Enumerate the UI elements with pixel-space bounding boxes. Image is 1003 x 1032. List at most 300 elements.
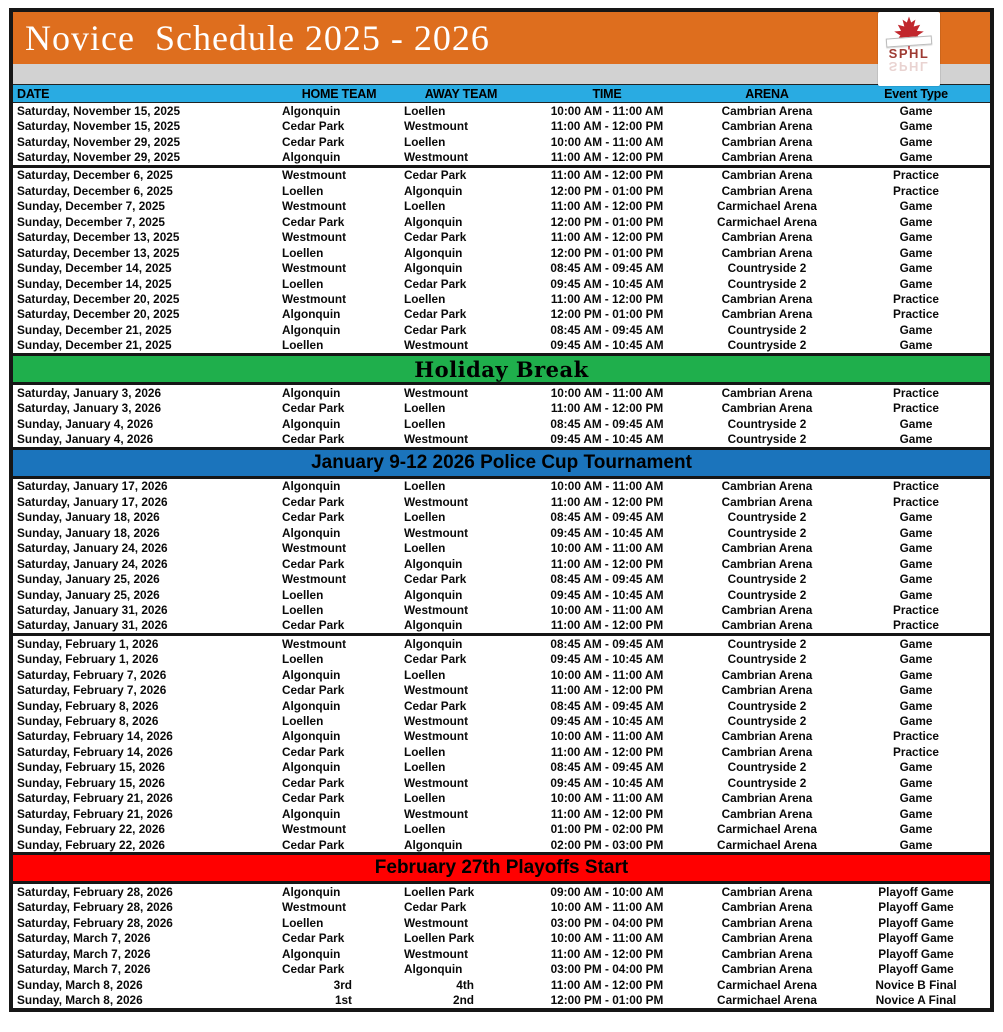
table-row xyxy=(13,134,990,149)
cell-time: 12:00 PM - 01:00 PM xyxy=(550,307,664,322)
cell-away: Westmount xyxy=(404,775,469,790)
cell-home: Algonquin xyxy=(282,729,341,744)
cell-date: Saturday, December 6, 2025 xyxy=(17,168,173,183)
cell-away: Cedar Park xyxy=(404,322,467,337)
cell-time: 02:00 PM - 03:00 PM xyxy=(550,837,664,852)
cell-event: Game xyxy=(899,510,933,525)
cell-away: Loellen xyxy=(404,401,446,416)
cell-event: Practice xyxy=(893,307,939,322)
cell-arena: Cambrian Arena xyxy=(721,791,813,806)
cell-home: Algonquin xyxy=(282,525,341,540)
cell-home: Westmount xyxy=(282,822,347,837)
cell-time: 12:00 PM - 01:00 PM xyxy=(550,245,664,260)
cell-away: Westmount xyxy=(404,683,469,698)
cell-event: Game xyxy=(899,652,933,667)
cell-date: Saturday, February 7, 2026 xyxy=(17,683,167,698)
table-row xyxy=(13,977,990,992)
cell-home: Westmount xyxy=(282,168,347,183)
cell-arena: Cambrian Arena xyxy=(721,134,813,149)
cell-arena: Cambrian Arena xyxy=(721,667,813,682)
cell-event: Game xyxy=(899,556,933,571)
cell-home: Westmount xyxy=(282,541,347,556)
cell-arena: Cambrian Arena xyxy=(721,602,813,617)
cell-home: Loellen xyxy=(282,652,324,667)
cell-event: Playoff Game xyxy=(878,884,954,899)
cell-date: Saturday, March 7, 2026 xyxy=(17,946,151,961)
table-row xyxy=(13,618,990,633)
cell-date: Sunday, December 7, 2025 xyxy=(17,199,165,214)
table-row xyxy=(13,541,990,556)
cell-away: Loellen xyxy=(404,791,446,806)
cell-event: Game xyxy=(899,416,933,431)
table-row xyxy=(13,931,990,946)
cell-away: Loellen xyxy=(404,103,446,118)
cell-date: Saturday, December 20, 2025 xyxy=(17,291,180,306)
cell-home: Loellen xyxy=(282,245,324,260)
cell-away: Algonquin xyxy=(404,636,463,651)
cell-arena: Cambrian Arena xyxy=(721,103,813,118)
cell-home: Algonquin xyxy=(282,322,341,337)
cell-arena: Carmichael Arena xyxy=(717,214,817,229)
cell-event: Game xyxy=(899,775,933,790)
cell-away: Algonquin xyxy=(404,618,463,633)
cell-date: Sunday, January 25, 2026 xyxy=(17,587,160,602)
cell-time: 10:00 AM - 11:00 AM xyxy=(550,385,664,400)
cell-date: Saturday, January 31, 2026 xyxy=(17,602,168,617)
cell-event: Game xyxy=(899,541,933,556)
cell-away: Algonquin xyxy=(404,183,463,198)
cell-away: Westmount xyxy=(404,729,469,744)
cell-home: Westmount xyxy=(282,261,347,276)
cell-arena: Countryside 2 xyxy=(727,636,807,651)
sphl-logo xyxy=(878,12,940,86)
schedule-section xyxy=(13,102,990,165)
cell-event: Playoff Game xyxy=(878,900,954,915)
cell-time: 08:45 AM - 09:45 AM xyxy=(550,510,664,525)
cell-arena: Cambrian Arena xyxy=(721,618,813,633)
cell-arena: Cambrian Arena xyxy=(721,962,813,977)
cell-date: Saturday, January 17, 2026 xyxy=(17,494,168,509)
cell-arena: Cambrian Arena xyxy=(721,385,813,400)
cell-home: Cedar Park xyxy=(282,214,345,229)
cell-event: Game xyxy=(899,587,933,602)
cell-date: Saturday, November 15, 2025 xyxy=(17,119,181,134)
cell-event: Playoff Game xyxy=(878,931,954,946)
cell-date: Saturday, February 28, 2026 xyxy=(17,884,173,899)
cell-event: Game xyxy=(899,322,933,337)
cell-arena: Countryside 2 xyxy=(727,714,807,729)
cell-away: Westmount xyxy=(404,946,469,961)
table-row xyxy=(13,587,990,602)
cell-time: 12:00 PM - 01:00 PM xyxy=(550,993,664,1008)
cell-away: Loellen xyxy=(404,479,446,494)
cell-time: 01:00 PM - 02:00 PM xyxy=(550,822,664,837)
cell-away: Westmount xyxy=(404,432,469,447)
cell-away: Westmount xyxy=(404,119,469,134)
table-row xyxy=(13,103,990,118)
cell-event: Game xyxy=(899,636,933,651)
cell-arena: Cambrian Arena xyxy=(721,884,813,899)
table-row xyxy=(13,821,990,836)
cell-home: Algonquin xyxy=(282,760,341,775)
cell-home: 3rd xyxy=(333,977,352,992)
table-row xyxy=(13,307,990,322)
cell-time: 09:45 AM - 10:45 AM xyxy=(550,652,664,667)
cell-date: Saturday, February 14, 2026 xyxy=(17,744,173,759)
cell-home: Algonquin xyxy=(282,884,341,899)
cell-time: 03:00 PM - 04:00 PM xyxy=(550,915,664,930)
table-row xyxy=(13,713,990,728)
cell-arena: Cambrian Arena xyxy=(721,307,813,322)
cell-arena: Cambrian Arena xyxy=(721,168,813,183)
cell-away: Cedar Park xyxy=(404,698,467,713)
cell-home: Loellen xyxy=(282,183,324,198)
cell-date: Sunday, February 22, 2026 xyxy=(17,822,165,837)
cell-event: Game xyxy=(899,338,933,353)
section-banner-blue: January 9-12 2026 Police Cup Tournament xyxy=(13,447,990,476)
cell-date: Sunday, January 4, 2026 xyxy=(17,432,154,447)
schedule-section xyxy=(13,476,990,633)
cell-time: 11:00 AM - 12:00 PM xyxy=(550,744,664,759)
cell-arena: Cambrian Arena xyxy=(721,230,813,245)
cell-home: Loellen xyxy=(282,276,324,291)
cell-date: Sunday, January 25, 2026 xyxy=(17,572,160,587)
logo-wordmark: SPHL xyxy=(888,46,930,61)
table-row xyxy=(13,416,990,431)
cell-home: Cedar Park xyxy=(282,775,345,790)
cell-event: Practice xyxy=(893,385,939,400)
cell-home: Cedar Park xyxy=(282,510,345,525)
table-row xyxy=(13,510,990,525)
table-row xyxy=(13,884,990,899)
table-row xyxy=(13,698,990,713)
cell-arena: Carmichael Arena xyxy=(717,822,817,837)
cell-away: Loellen xyxy=(404,760,446,775)
cell-event: Novice A Final xyxy=(875,993,957,1008)
table-row xyxy=(13,168,990,183)
cell-time: 09:45 AM - 10:45 AM xyxy=(550,775,664,790)
cell-event: Practice xyxy=(893,602,939,617)
cell-arena: Cambrian Arena xyxy=(721,245,813,260)
cell-away: Algonquin xyxy=(404,261,463,276)
cell-away: Westmount xyxy=(404,338,469,353)
cell-time: 09:45 AM - 10:45 AM xyxy=(550,525,664,540)
cell-home: Algonquin xyxy=(282,479,341,494)
cell-event: Game xyxy=(899,525,933,540)
cell-arena: Countryside 2 xyxy=(727,276,807,291)
cell-home: Cedar Park xyxy=(282,962,345,977)
cell-time: 11:00 AM - 12:00 PM xyxy=(550,230,664,245)
cell-away: Algonquin xyxy=(404,214,463,229)
cell-away: Loellen xyxy=(404,744,446,759)
table-row xyxy=(13,837,990,852)
cell-away: Loellen xyxy=(404,667,446,682)
cell-event: Practice xyxy=(893,479,939,494)
cell-away: Loellen xyxy=(404,416,446,431)
cell-arena: Countryside 2 xyxy=(727,698,807,713)
table-row xyxy=(13,992,990,1007)
cell-time: 11:00 AM - 12:00 PM xyxy=(550,168,664,183)
cell-arena: Carmichael Arena xyxy=(717,837,817,852)
cell-event: Game xyxy=(899,276,933,291)
cell-home: Algonquin xyxy=(282,698,341,713)
cell-arena: Carmichael Arena xyxy=(717,993,817,1008)
cell-event: Practice xyxy=(893,729,939,744)
cell-event: Game xyxy=(899,760,933,775)
cell-home: Cedar Park xyxy=(282,134,345,149)
cell-arena: Cambrian Arena xyxy=(721,915,813,930)
table-row xyxy=(13,961,990,976)
cell-away: Algonquin xyxy=(404,587,463,602)
cell-arena: Cambrian Arena xyxy=(721,946,813,961)
cell-arena: Countryside 2 xyxy=(727,338,807,353)
table-row xyxy=(13,556,990,571)
table-row xyxy=(13,149,990,164)
cell-event: Game xyxy=(899,432,933,447)
cell-home: Cedar Park xyxy=(282,494,345,509)
cell-date: Sunday, January 18, 2026 xyxy=(17,525,160,540)
cell-date: Sunday, February 22, 2026 xyxy=(17,837,165,852)
table-row xyxy=(13,291,990,306)
cell-time: 08:45 AM - 09:45 AM xyxy=(550,416,664,431)
cell-away: Loellen xyxy=(404,510,446,525)
cell-event: Playoff Game xyxy=(878,946,954,961)
cell-away: Cedar Park xyxy=(404,900,467,915)
cell-event: Game xyxy=(899,199,933,214)
cell-home: Algonquin xyxy=(282,307,341,322)
table-row xyxy=(13,636,990,651)
cell-time: 10:00 AM - 11:00 AM xyxy=(550,103,664,118)
cell-date: Saturday, January 24, 2026 xyxy=(17,556,168,571)
cell-date: Saturday, January 31, 2026 xyxy=(17,618,168,633)
table-row xyxy=(13,729,990,744)
cell-date: Sunday, February 15, 2026 xyxy=(17,760,165,775)
table-row xyxy=(13,214,990,229)
cell-home: Cedar Park xyxy=(282,744,345,759)
cell-date: Sunday, February 8, 2026 xyxy=(17,714,159,729)
table-row xyxy=(13,494,990,509)
cell-date: Saturday, December 6, 2025 xyxy=(17,183,173,198)
cell-event: Game xyxy=(899,103,933,118)
cell-home: Algonquin xyxy=(282,946,341,961)
cell-time: 10:00 AM - 11:00 AM xyxy=(550,541,664,556)
table-row xyxy=(13,245,990,260)
schedule-section xyxy=(13,633,990,852)
schedule-sheet xyxy=(9,8,994,1012)
cell-event: Practice xyxy=(893,183,939,198)
cell-event: Game xyxy=(899,245,933,260)
cell-event: Practice xyxy=(893,401,939,416)
cell-time: 08:45 AM - 09:45 AM xyxy=(550,261,664,276)
cell-time: 10:00 AM - 11:00 AM xyxy=(550,729,664,744)
cell-away: Cedar Park xyxy=(404,652,467,667)
column-header-event-type: Event Type xyxy=(884,86,948,101)
cell-home: Algonquin xyxy=(282,385,341,400)
cell-arena: Countryside 2 xyxy=(727,572,807,587)
cell-away: Westmount xyxy=(404,385,469,400)
cell-home: Cedar Park xyxy=(282,791,345,806)
cell-home: Loellen xyxy=(282,587,324,602)
cell-home: Algonquin xyxy=(282,806,341,821)
cell-away: Algonquin xyxy=(404,556,463,571)
page-title: Novice Schedule 2025 - 2026 xyxy=(25,18,490,58)
table-row xyxy=(13,525,990,540)
cell-event: Game xyxy=(899,261,933,276)
cell-event: Practice xyxy=(893,291,939,306)
table-row xyxy=(13,791,990,806)
cell-time: 11:00 AM - 12:00 PM xyxy=(550,977,664,992)
cell-home: Westmount xyxy=(282,230,347,245)
table-row xyxy=(13,276,990,291)
cell-arena: Cambrian Arena xyxy=(721,806,813,821)
cell-date: Sunday, December 7, 2025 xyxy=(17,214,165,229)
cell-home: Cedar Park xyxy=(282,119,345,134)
cell-date: Saturday, January 24, 2026 xyxy=(17,541,168,556)
cell-away: Algonquin xyxy=(404,837,463,852)
cell-time: 09:45 AM - 10:45 AM xyxy=(550,587,664,602)
cell-arena: Cambrian Arena xyxy=(721,541,813,556)
cell-time: 10:00 AM - 11:00 AM xyxy=(550,479,664,494)
cell-away: 2nd xyxy=(453,993,474,1008)
cell-away: Westmount xyxy=(404,915,469,930)
title-bar xyxy=(13,12,990,64)
cell-arena: Cambrian Arena xyxy=(721,556,813,571)
cell-away: Westmount xyxy=(404,806,469,821)
cell-event: Game xyxy=(899,134,933,149)
cell-away: Loellen Park xyxy=(404,931,475,946)
cell-date: Saturday, March 7, 2026 xyxy=(17,962,151,977)
cell-time: 11:00 AM - 12:00 PM xyxy=(550,946,664,961)
table-row xyxy=(13,479,990,494)
cell-event: Practice xyxy=(893,744,939,759)
table-row xyxy=(13,385,990,400)
cell-event: Game xyxy=(899,667,933,682)
cell-home: Loellen xyxy=(282,915,324,930)
cell-arena: Countryside 2 xyxy=(727,587,807,602)
cell-date: Saturday, November 29, 2025 xyxy=(17,150,181,165)
cell-away: Cedar Park xyxy=(404,276,467,291)
cell-time: 12:00 PM - 01:00 PM xyxy=(550,183,664,198)
gray-band xyxy=(13,64,990,84)
cell-home: Loellen xyxy=(282,338,324,353)
cell-event: Playoff Game xyxy=(878,962,954,977)
table-row xyxy=(13,400,990,415)
section-banner-green: Holiday Break xyxy=(13,353,990,382)
cell-arena: Cambrian Arena xyxy=(721,931,813,946)
cell-away: Loellen Park xyxy=(404,884,475,899)
column-header-arena: ARENA xyxy=(745,86,789,101)
cell-time: 11:00 AM - 12:00 PM xyxy=(550,618,664,633)
table-row xyxy=(13,260,990,275)
cell-date: Sunday, February 15, 2026 xyxy=(17,775,165,790)
cell-arena: Cambrian Arena xyxy=(721,119,813,134)
cell-date: Saturday, January 3, 2026 xyxy=(17,401,162,416)
schedule-body xyxy=(13,102,990,1008)
cell-arena: Cambrian Arena xyxy=(721,401,813,416)
cell-away: Algonquin xyxy=(404,962,463,977)
cell-event: Game xyxy=(899,230,933,245)
cell-time: 03:00 PM - 04:00 PM xyxy=(550,962,664,977)
cell-date: Sunday, December 21, 2025 xyxy=(17,338,172,353)
table-row xyxy=(13,652,990,667)
cell-event: Novice B Final xyxy=(875,977,957,992)
cell-arena: Cambrian Arena xyxy=(721,494,813,509)
column-header-away-team: AWAY TEAM xyxy=(424,86,498,101)
cell-event: Playoff Game xyxy=(878,915,954,930)
cell-date: Sunday, February 1, 2026 xyxy=(17,636,159,651)
cell-date: Saturday, November 15, 2025 xyxy=(17,103,181,118)
cell-time: 09:00 AM - 10:00 AM xyxy=(550,884,664,899)
cell-date: Saturday, February 21, 2026 xyxy=(17,791,173,806)
cell-time: 08:45 AM - 09:45 AM xyxy=(550,322,664,337)
column-header-row xyxy=(13,84,990,102)
cell-arena: Countryside 2 xyxy=(727,775,807,790)
table-row xyxy=(13,682,990,697)
table-row xyxy=(13,199,990,214)
column-header-time: TIME xyxy=(592,86,622,101)
cell-event: Game xyxy=(899,837,933,852)
cell-date: Saturday, March 7, 2026 xyxy=(17,931,151,946)
cell-home: Loellen xyxy=(282,714,324,729)
cell-away: Loellen xyxy=(404,291,446,306)
cell-away: Loellen xyxy=(404,541,446,556)
cell-time: 10:00 AM - 11:00 AM xyxy=(550,602,664,617)
cell-date: Saturday, January 3, 2026 xyxy=(17,385,162,400)
table-row xyxy=(13,744,990,759)
cell-date: Saturday, November 29, 2025 xyxy=(17,134,181,149)
cell-arena: Countryside 2 xyxy=(727,416,807,431)
cell-home: Algonquin xyxy=(282,416,341,431)
cell-home: 1st xyxy=(334,993,352,1008)
cell-time: 10:00 AM - 11:00 AM xyxy=(550,900,664,915)
cell-home: Westmount xyxy=(282,199,347,214)
cell-away: Westmount xyxy=(404,525,469,540)
cell-date: Saturday, December 13, 2025 xyxy=(17,230,180,245)
cell-home: Westmount xyxy=(282,572,347,587)
cell-time: 10:00 AM - 11:00 AM xyxy=(550,134,664,149)
cell-date: Saturday, January 17, 2026 xyxy=(17,479,168,494)
cell-time: 08:45 AM - 09:45 AM xyxy=(550,698,664,713)
logo-reflection: SPHL xyxy=(888,59,930,74)
cell-date: Sunday, March 8, 2026 xyxy=(17,993,143,1008)
cell-date: Sunday, February 1, 2026 xyxy=(17,652,159,667)
table-row xyxy=(13,915,990,930)
cell-home: Cedar Park xyxy=(282,432,345,447)
cell-arena: Cambrian Arena xyxy=(721,729,813,744)
cell-arena: Cambrian Arena xyxy=(721,183,813,198)
cell-event: Game xyxy=(899,572,933,587)
cell-away: Westmount xyxy=(404,714,469,729)
cell-home: Westmount xyxy=(282,636,347,651)
table-row xyxy=(13,667,990,682)
cell-event: Game xyxy=(899,214,933,229)
cell-home: Algonquin xyxy=(282,103,341,118)
schedule-section xyxy=(13,165,990,353)
cell-away: Algonquin xyxy=(404,245,463,260)
cell-time: 11:00 AM - 12:00 PM xyxy=(550,150,664,165)
cell-date: Sunday, March 8, 2026 xyxy=(17,977,143,992)
column-header-home-team: HOME TEAM xyxy=(301,86,377,101)
cell-arena: Cambrian Arena xyxy=(721,150,813,165)
cell-time: 09:45 AM - 10:45 AM xyxy=(550,714,664,729)
cell-home: Loellen xyxy=(282,602,324,617)
cell-home: Cedar Park xyxy=(282,837,345,852)
cell-time: 08:45 AM - 09:45 AM xyxy=(550,760,664,775)
cell-away: Loellen xyxy=(404,822,446,837)
cell-time: 08:45 AM - 09:45 AM xyxy=(550,572,664,587)
cell-home: Algonquin xyxy=(282,150,341,165)
table-row xyxy=(13,118,990,133)
